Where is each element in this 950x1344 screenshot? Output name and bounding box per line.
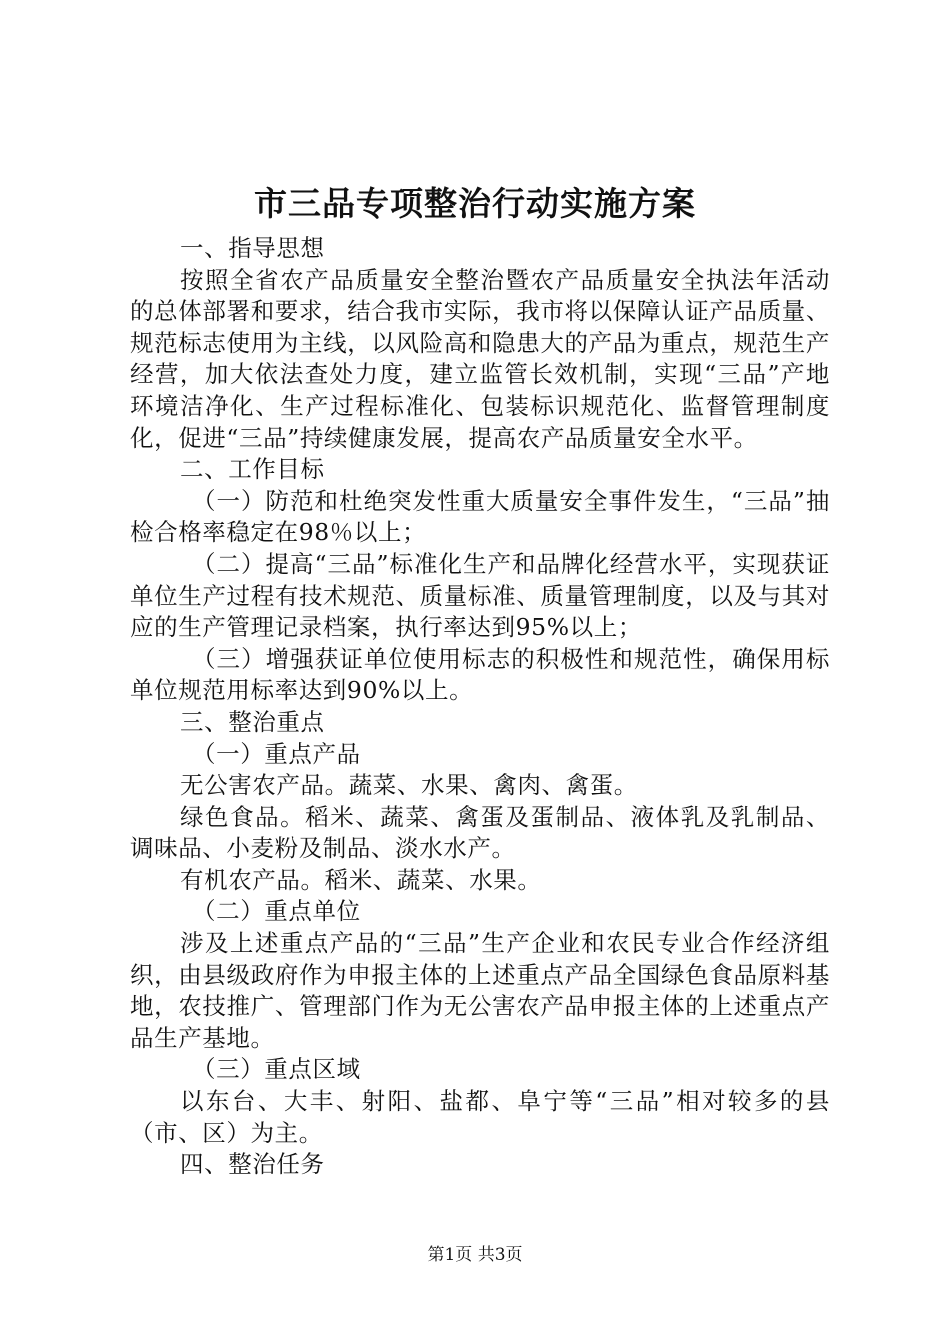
paragraph: （三）增强获证单位使用标志的积极性和规范性，确保用标单位规范用标率达到90%以上。 — [130, 644, 830, 705]
paragraph: 有机农产品。稻米、蔬菜、水果。 — [180, 865, 542, 894]
subsection-heading: （三）重点区域 — [192, 1055, 361, 1084]
section-heading: 四、整治任务 — [180, 1150, 325, 1179]
section-heading: 三、整治重点 — [180, 707, 325, 736]
document-title: 市三品专项整治行动实施方案 — [254, 184, 696, 223]
subsection-heading: （二）重点单位 — [192, 897, 361, 926]
document-body — [130, 233, 830, 1181]
paragraph: （一）防范和杜绝突发性重大质量安全事件发生，“三品”抽检合格率稳定在98％以上； — [130, 486, 830, 547]
section-heading: 二、工作目标 — [180, 455, 325, 484]
paragraph: 涉及上述重点产品的“三品”生产企业和农民专业合作经济组织，由县级政府作为申报主体的上述重点产品全国绿色食品原料基地，农技推广、管理部门作为无公害农产品申报主体的上述重点产品生产基地。 — [130, 929, 830, 1052]
paragraph: 以东台、大丰、射阳、盐都、阜宁等“三品”相对较多的县（市、区）为主。 — [130, 1087, 830, 1147]
paragraph: 按照全省农产品质量安全整治暨农产品质量安全执法年活动的总体部署和要求，结合我市实际，我市将以保障认证产品质量、规范标志使用为主线，以风险高和隐患大的产品为重点，规范生产经营，加大依法查处力度，建立监管长效机制，实现“三品”产地环境洁净化、生产过程标准化、包装标识规范化、监督管理制度化，促进“三品”持续健康发展，提高农产品质量安全水平。 — [130, 265, 830, 452]
paragraph: 无公害农产品。蔬菜、水果、禽肉、禽蛋。 — [180, 771, 638, 800]
paragraph: （二）提高“三品”标准化生产和品牌化经营水平，实现获证单位生产过程有技术规范、质量标准、质量管理制度，以及与其对应的生产管理记录档案，执行率达到95%以上； — [130, 549, 830, 642]
section-heading: 一、指导思想 — [180, 234, 325, 262]
subsection-heading: （一）重点产品 — [192, 739, 361, 768]
page-footer: 第1页 共3页 — [427, 1245, 523, 1265]
paragraph: 绿色食品。稻米、蔬菜、禽蛋及蛋制品、液体乳及乳制品、调味品、小麦粉及制品、淡水水产。 — [130, 802, 830, 863]
